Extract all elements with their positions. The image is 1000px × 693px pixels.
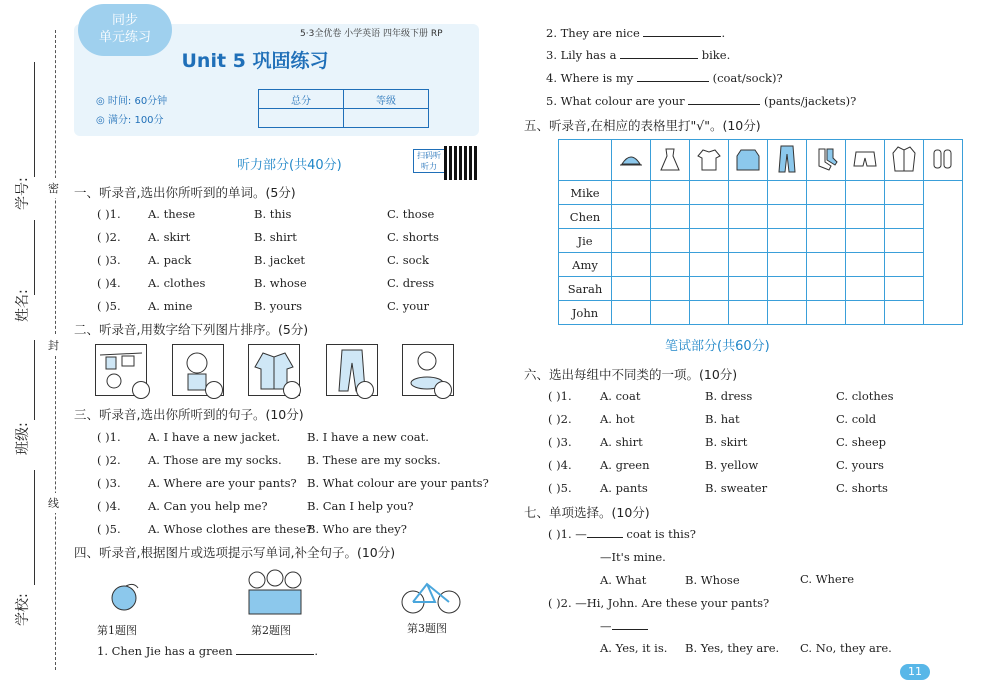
grid-tick-cell[interactable] bbox=[690, 181, 729, 205]
grid-tick-cell[interactable] bbox=[612, 181, 651, 205]
s7-q1-option-b: B. Whose bbox=[685, 573, 740, 587]
s7-q2-blank[interactable] bbox=[612, 629, 648, 630]
grid-tick-cell[interactable] bbox=[807, 229, 846, 253]
s6-item-5-option-c: C. shorts bbox=[836, 481, 888, 495]
children-group-icon bbox=[243, 566, 307, 618]
s3-item-1-option-a: A. I have a new jacket. bbox=[148, 430, 281, 444]
shorts-icon bbox=[846, 140, 885, 181]
grid-tick-cell[interactable] bbox=[768, 277, 807, 301]
s7-q1-option-c: C. Where bbox=[800, 572, 855, 586]
grid-tick-cell[interactable] bbox=[846, 181, 885, 205]
badge-line-1: 同步 bbox=[111, 13, 138, 28]
s3-item-4-option-a: A. Can you help me? bbox=[148, 499, 268, 513]
grid-tick-cell[interactable] bbox=[651, 181, 690, 205]
grade-cell[interactable] bbox=[344, 109, 429, 128]
apple-icon bbox=[104, 580, 146, 612]
s7-q2-text: —Hi, John. Are these your pants? bbox=[575, 596, 770, 610]
s1-item-2-option-b: B. shirt bbox=[254, 230, 297, 244]
s6-item-2-number[interactable]: ( )2. bbox=[548, 412, 572, 426]
pants-grid-icon bbox=[768, 140, 807, 181]
dress-icon bbox=[651, 140, 690, 181]
unit-title: Unit 5 巩固练习 bbox=[181, 50, 329, 72]
s4-question-4 bbox=[546, 71, 783, 85]
bike-icon bbox=[400, 570, 462, 616]
grid-tick-cell[interactable] bbox=[651, 301, 690, 325]
s7-q2-option-b: B. Yes, they are. bbox=[685, 641, 780, 655]
s3-item-3-option-b: B. What colour are your pants? bbox=[307, 476, 489, 490]
grid-corner bbox=[559, 140, 612, 181]
total-score-cell[interactable] bbox=[259, 109, 344, 128]
s1-item-2-option-c: C. shorts bbox=[387, 230, 439, 244]
s1-item-1-option-b: B. this bbox=[254, 207, 292, 221]
grid-tick-cell[interactable] bbox=[846, 229, 885, 253]
s7-q2-reply bbox=[600, 619, 648, 633]
s4-q5-post: (pants/jackets)? bbox=[763, 94, 857, 108]
s6-item-3-option-b: B. skirt bbox=[705, 435, 748, 449]
total-score-header: 总分 bbox=[259, 90, 344, 109]
grid-tick-cell[interactable] bbox=[690, 253, 729, 277]
s6-item-5-option-b: B. sweater bbox=[705, 481, 768, 495]
grid-name-3: Jie bbox=[559, 229, 612, 253]
answer-circle-2[interactable] bbox=[205, 381, 223, 399]
page-number: 11 bbox=[900, 664, 930, 680]
s7-q2-dash: — bbox=[600, 619, 612, 633]
score-table bbox=[258, 89, 429, 128]
grid-tick-cell[interactable] bbox=[846, 205, 885, 229]
s3-item-3-number[interactable]: ( )3. bbox=[97, 476, 121, 490]
s4-question-5 bbox=[546, 94, 856, 108]
section-7-title: 七、单项选择。(10分) bbox=[524, 505, 650, 520]
grid-tick-cell[interactable] bbox=[729, 181, 768, 205]
s4-q3-text: 3. Lily has a bbox=[546, 48, 617, 62]
s4-q4-text: 4. Where is my bbox=[546, 71, 634, 85]
badge-line-2: 单元练习 bbox=[98, 30, 151, 45]
section-6-title: 六、选出每组中不同类的一项。(10分) bbox=[524, 367, 738, 382]
grid-tick-cell[interactable] bbox=[807, 301, 846, 325]
grid-tick-cell[interactable] bbox=[612, 277, 651, 301]
scan-label: 扫码听听力 bbox=[413, 149, 445, 173]
s6-item-3-number[interactable]: ( )3. bbox=[548, 435, 572, 449]
answer-circle-4[interactable] bbox=[356, 381, 374, 399]
grid-tick-cell[interactable] bbox=[807, 181, 846, 205]
s4-q1-blank[interactable] bbox=[236, 654, 314, 655]
seal-word-feng: 封 bbox=[48, 335, 59, 355]
s7-question-1 bbox=[548, 527, 696, 541]
answer-circle-1[interactable] bbox=[132, 381, 150, 399]
school-label: 学校: bbox=[15, 593, 31, 626]
s1-item-5-option-a: A. mine bbox=[148, 299, 193, 313]
time-info: ◎ 时间: 60分钟 bbox=[96, 96, 168, 107]
s6-item-4-number[interactable]: ( )4. bbox=[548, 458, 572, 472]
s7-q2-number: ( )2. bbox=[548, 596, 572, 610]
s1-item-2-number[interactable]: ( )2. bbox=[97, 230, 121, 244]
s1-item-1-option-a: A. these bbox=[148, 207, 196, 221]
qr-code-icon[interactable] bbox=[444, 146, 478, 180]
grid-tick-cell[interactable] bbox=[690, 205, 729, 229]
class-label: 班级: bbox=[15, 422, 31, 455]
s7-q1-dash: — bbox=[575, 527, 587, 541]
s1-item-5-number[interactable]: ( )5. bbox=[97, 299, 121, 313]
caption-1: 第1题图 bbox=[97, 624, 137, 637]
answer-circle-3[interactable] bbox=[283, 381, 301, 399]
grid-tick-cell[interactable] bbox=[768, 181, 807, 205]
grid-tick-cell[interactable] bbox=[807, 277, 846, 301]
grid-tick-cell[interactable] bbox=[885, 181, 924, 205]
s7-q1-text: coat is this? bbox=[626, 527, 696, 541]
s4-q3-blank[interactable] bbox=[620, 58, 698, 59]
coat-icon bbox=[885, 140, 924, 181]
grid-tick-cell[interactable] bbox=[768, 229, 807, 253]
grid-tick-cell[interactable] bbox=[690, 229, 729, 253]
s6-item-1-option-c: C. clothes bbox=[836, 389, 894, 403]
s1-item-3-number[interactable]: ( )3. bbox=[97, 253, 121, 267]
s1-item-2-option-a: A. skirt bbox=[148, 230, 191, 244]
grid-row bbox=[559, 277, 963, 301]
grid-tick-cell[interactable] bbox=[729, 253, 768, 277]
s3-item-2-option-b: B. These are my socks. bbox=[307, 453, 441, 467]
s3-item-5-option-b: B. Who are they? bbox=[307, 522, 407, 536]
s7-q1-option-a: A. What bbox=[600, 573, 647, 587]
name-label: 姓名: bbox=[15, 289, 31, 322]
grid-tick-cell[interactable] bbox=[729, 301, 768, 325]
s6-item-5-number[interactable]: ( )5. bbox=[548, 481, 572, 495]
s3-item-4-option-b: B. Can I help you? bbox=[307, 499, 414, 513]
section-1-title: 一、听录音,选出你所听到的单词。(5分) bbox=[74, 185, 296, 200]
writing-part-title: 笔试部分(共60分) bbox=[665, 339, 770, 354]
grid-row bbox=[559, 301, 963, 325]
s7-q2-option-a: A. Yes, it is. bbox=[600, 641, 668, 655]
hat-icon bbox=[612, 140, 651, 181]
s3-item-1-number[interactable]: ( )1. bbox=[97, 430, 121, 444]
seal-word-mi: 密 bbox=[48, 178, 59, 198]
s6-item-1-option-a: A. coat bbox=[600, 389, 641, 403]
grid-tick-cell[interactable] bbox=[846, 253, 885, 277]
s4-q2-blank[interactable] bbox=[643, 36, 721, 37]
s4-q1-text: 1. Chen Jie has a green bbox=[97, 644, 233, 658]
time-text: 时间: 60分钟 bbox=[107, 96, 168, 107]
s3-item-1-option-b: B. I have a new coat. bbox=[307, 430, 429, 444]
tick-grid bbox=[558, 139, 963, 325]
s6-item-5-option-a: A. pants bbox=[600, 481, 648, 495]
s6-item-3-option-a: A. shirt bbox=[600, 435, 643, 449]
s1-item-1-number[interactable]: ( )1. bbox=[97, 207, 121, 221]
grid-name-4: Amy bbox=[559, 253, 612, 277]
shoes-icon bbox=[924, 140, 963, 181]
s4-q5-blank[interactable] bbox=[688, 104, 760, 105]
s3-item-2-number[interactable]: ( )2. bbox=[97, 453, 121, 467]
s6-item-1-number[interactable]: ( )1. bbox=[548, 389, 572, 403]
s4-q4-blank[interactable] bbox=[637, 81, 709, 82]
s1-item-4-option-b: B. whose bbox=[254, 276, 307, 290]
student-id-line[interactable] bbox=[34, 62, 35, 177]
s3-item-5-number[interactable]: ( )5. bbox=[97, 522, 121, 536]
s1-item-1-option-c: C. those bbox=[387, 207, 435, 221]
s1-item-3-option-a: A. pack bbox=[148, 253, 192, 267]
s3-item-3-option-a: A. Where are your pants? bbox=[148, 476, 297, 490]
listening-part-title: 听力部分(共40分) bbox=[237, 158, 342, 173]
s3-item-2-option-a: A. Those are my socks. bbox=[148, 453, 282, 467]
s4-q4-post: (coat/sock)? bbox=[712, 71, 783, 85]
s6-item-1-option-b: B. dress bbox=[705, 389, 753, 403]
grid-tick-cell[interactable] bbox=[651, 229, 690, 253]
grid-name-5: Sarah bbox=[559, 277, 612, 301]
grid-tick-cell[interactable] bbox=[807, 253, 846, 277]
grid-tick-cell[interactable] bbox=[768, 301, 807, 325]
s1-item-4-number[interactable]: ( )4. bbox=[97, 276, 121, 290]
s4-question-3 bbox=[546, 48, 730, 62]
s6-item-4-option-a: A. green bbox=[600, 458, 650, 472]
grid-tick-cell[interactable] bbox=[885, 301, 924, 325]
s6-item-3-option-c: C. sheep bbox=[836, 435, 886, 449]
grid-tick-cell[interactable] bbox=[612, 229, 651, 253]
s6-item-4-option-b: B. yellow bbox=[705, 458, 759, 472]
s6-item-2-option-c: C. cold bbox=[836, 412, 877, 426]
grid-row bbox=[559, 181, 963, 205]
s1-item-4-option-c: C. dress bbox=[387, 276, 435, 290]
grid-name-1: Mike bbox=[559, 181, 612, 205]
grid-tick-cell[interactable] bbox=[846, 277, 885, 301]
grid-tick-cell[interactable] bbox=[768, 253, 807, 277]
section-2-title: 二、听录音,用数字给下列图片排序。(5分) bbox=[74, 322, 309, 337]
shirt-icon bbox=[690, 140, 729, 181]
s6-item-2-option-b: B. hat bbox=[705, 412, 740, 426]
answer-circle-5[interactable] bbox=[434, 381, 452, 399]
grid-tick-cell[interactable] bbox=[690, 301, 729, 325]
s4-question-2: 2. They are nice . bbox=[546, 26, 726, 40]
grade-header: 等级 bbox=[344, 90, 429, 109]
full-score-text: 满分: 100分 bbox=[107, 115, 164, 126]
s1-item-5-option-c: C. your bbox=[387, 299, 430, 313]
s6-item-2-option-a: A. hot bbox=[600, 412, 635, 426]
student-id-label: 学号: bbox=[15, 177, 31, 210]
grid-tick-cell[interactable] bbox=[885, 277, 924, 301]
grid-tick-cell[interactable] bbox=[651, 205, 690, 229]
section-4-title: 四、听录音,根据图片或选项提示写单词,补全句子。(10分) bbox=[74, 545, 396, 560]
s7-q1-number: ( )1. bbox=[548, 527, 572, 541]
s4-q2-text: 2. They are nice bbox=[546, 26, 640, 40]
s1-item-3-option-c: C. sock bbox=[387, 253, 429, 267]
sweater-icon bbox=[729, 140, 768, 181]
grid-row bbox=[559, 229, 963, 253]
s1-item-5-option-b: B. yours bbox=[254, 299, 302, 313]
s6-item-4-option-c: C. yours bbox=[836, 458, 884, 472]
section-3-title: 三、听录音,选出你所听到的句子。(10分) bbox=[74, 407, 304, 422]
grid-tick-cell[interactable] bbox=[651, 277, 690, 301]
grid-tick-cell[interactable] bbox=[690, 277, 729, 301]
grid-tick-cell[interactable] bbox=[885, 253, 924, 277]
grid-tick-cell[interactable] bbox=[885, 229, 924, 253]
grid-tick-cell[interactable] bbox=[651, 253, 690, 277]
name-line[interactable] bbox=[34, 220, 35, 295]
grid-name-2: Chen bbox=[559, 205, 612, 229]
seal-word-xian: 线 bbox=[48, 493, 59, 513]
grid-tick-cell[interactable] bbox=[729, 205, 768, 229]
s7-q2-option-c: C. No, they are. bbox=[800, 641, 892, 655]
school-line[interactable] bbox=[34, 470, 35, 585]
s4-question-1: 1. Chen Jie has a green . bbox=[97, 644, 318, 658]
s4-q3-post: bike. bbox=[701, 48, 731, 62]
s7-question-2 bbox=[548, 596, 769, 610]
s1-item-3-option-b: B. jacket bbox=[254, 253, 306, 267]
grid-tick-cell[interactable] bbox=[885, 205, 924, 229]
grid-tick-cell[interactable] bbox=[768, 205, 807, 229]
grid-tick-cell[interactable] bbox=[729, 229, 768, 253]
s3-item-4-number[interactable]: ( )4. bbox=[97, 499, 121, 513]
s4-q5-text: 5. What colour are your bbox=[546, 94, 685, 108]
class-line[interactable] bbox=[34, 340, 35, 420]
grid-name-6: John bbox=[559, 301, 612, 325]
grid-tick-cell[interactable] bbox=[612, 205, 651, 229]
s7-q1-blank[interactable] bbox=[587, 537, 623, 538]
grid-row bbox=[559, 205, 963, 229]
grid-tick-cell[interactable] bbox=[729, 277, 768, 301]
section-5-title: 五、听录音,在相应的表格里打"√"。(10分) bbox=[524, 118, 761, 133]
grid-tick-cell[interactable] bbox=[807, 205, 846, 229]
grid-tick-cell[interactable] bbox=[846, 301, 885, 325]
grid-tick-cell[interactable] bbox=[612, 253, 651, 277]
caption-2: 第2题图 bbox=[251, 624, 291, 637]
grid-row bbox=[559, 253, 963, 277]
grid-tick-cell[interactable] bbox=[612, 301, 651, 325]
full-score-info: ◎ 满分: 100分 bbox=[96, 115, 164, 126]
socks-icon bbox=[807, 140, 846, 181]
caption-3: 第3题图 bbox=[407, 622, 447, 635]
s7-q1-reply: —It's mine. bbox=[600, 550, 666, 564]
s3-item-5-option-a: A. Whose clothes are these? bbox=[148, 522, 313, 536]
s1-item-4-option-a: A. clothes bbox=[148, 276, 206, 290]
series-info: 5·3全优卷 小学英语 四年级下册 RP bbox=[300, 29, 443, 39]
